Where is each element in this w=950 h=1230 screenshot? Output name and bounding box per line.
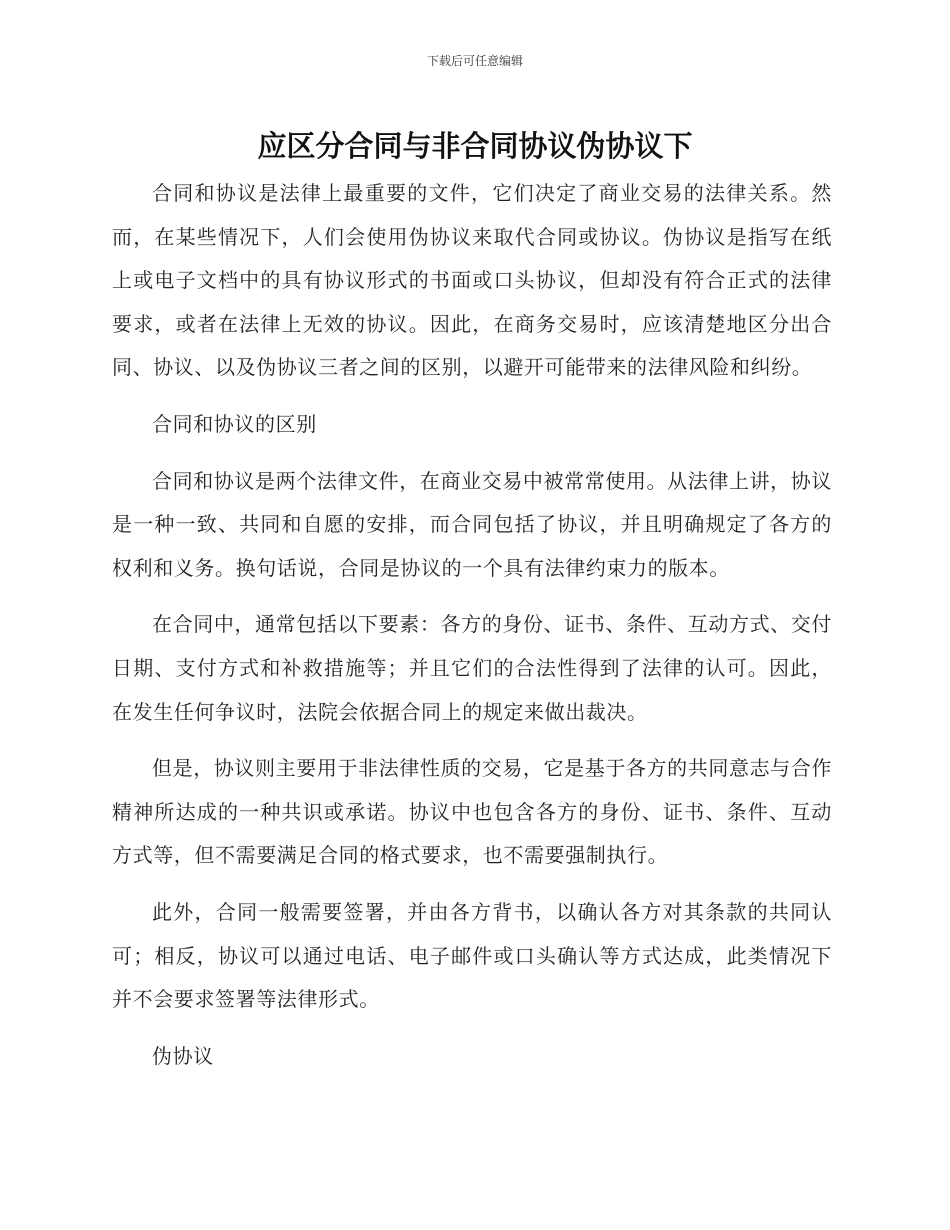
paragraph-definition: 合同和协议是两个法律文件，在商业交易中被常常使用。从法律上讲，协议是一种一致、共同和自愿的安排，而合同包括了协议，并且明确规定了各方的权利和义务。换句话说，合同是协议的一个具有法律约束力的版本。 [112, 468, 832, 580]
document-body [112, 172, 832, 1091]
section-heading-difference: 合同和协议的区别 [152, 411, 317, 436]
document-title: 应区分合同与非合同协议伪协议下 [257, 129, 693, 163]
paragraph-agreement-nature: 但是，协议则主要用于非法律性质的交易，它是基于各方的共同意志与合作精神所达成的一种共识或承诺。协议中也包含各方的身份、证书、条件、互动方式等，但不需要满足合同的格式要求，也不需要强制执行。 [112, 756, 832, 868]
paragraph-intro: 合同和协议是法律上最重要的文件，它们决定了商业交易的法律关系。然而，在某些情况下，人们会使用伪协议来取代合同或协议。伪协议是指写在纸上或电子文档中的具有协议形式的书面或口头协议，但却没有符合正式的法律要求，或者在法律上无效的协议。因此，在商务交易时，应该清楚地区分出合同、协议、以及伪协议三者之间的区别，以避开可能带来的法律风险和纠纷。 [112, 181, 832, 380]
paragraph-signing: 此外，合同一般需要签署，并由各方背书，以确认各方对其条款的共同认可；相反，协议可以通过电话、电子邮件或口头确认等方式达成，此类情况下并不会要求签署等法律形式。 [112, 899, 832, 1012]
page-header-note: 下载后可任意编辑 [426, 54, 523, 68]
section-heading-pseudo-agreement: 伪协议 [152, 1043, 214, 1068]
paragraph-contract-elements: 在合同中，通常包括以下要素：各方的身份、证书、条件、互动方式、交付日期、支付方式和补救措施等；并且它们的合法性得到了法律的认可。因此，在发生任何争议时，法院会依据合同上的规定来做出裁决。 [112, 612, 832, 724]
